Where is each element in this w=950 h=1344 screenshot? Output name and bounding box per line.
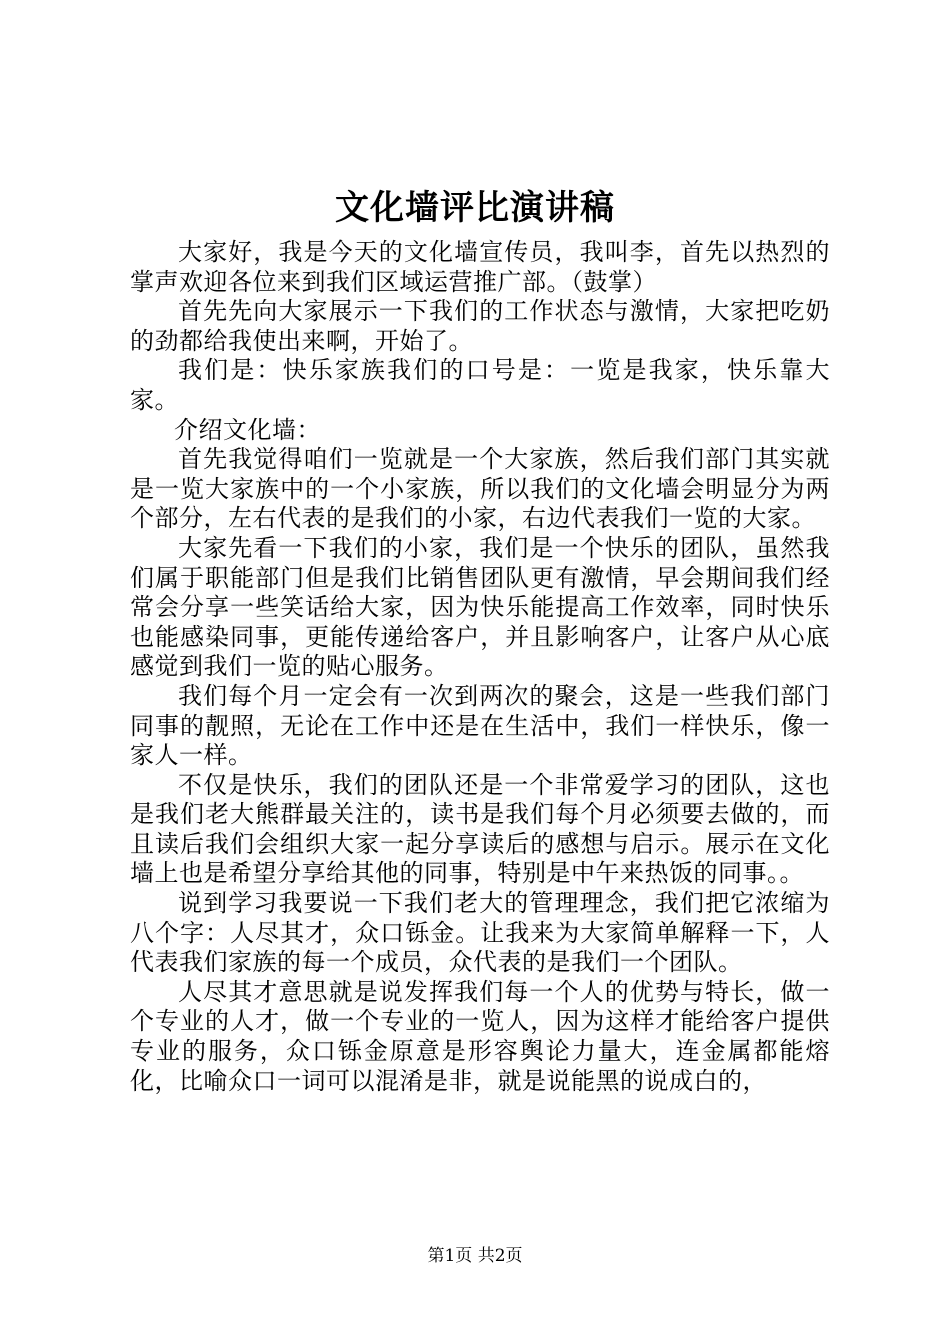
paragraph-greeting: 大家好，我是今天的文化墙宣传员，我叫李，首先以热烈的掌声欢迎各位来到我们区域运营推广部。（鼓掌） — [130, 238, 830, 296]
paragraph-warmup: 首先先向大家展示一下我们的工作状态与激情，大家把吃奶的劲都给我使出来啊，开始了。 — [130, 297, 830, 355]
paragraph-intro-heading: 介绍文化墙： — [174, 415, 321, 444]
paragraph-explanation: 人尽其才意思就是说发挥我们每一个人的优势与特长，做一个专业的人才，做一个专业的一览人，因为这样才能给客户提供专业的服务，众口铄金原意是形容舆论力量大，连金属都能熔化，比喻众口一词可以混淆是非，就是说能黑的说成白的， — [130, 977, 830, 1095]
paragraph-learning: 不仅是快乐，我们的团队还是一个非常爱学习的团队，这也是我们老大熊群最关注的，读书是我们每个月必须要去做的，而且读后我们会组织大家一起分享读后的感想与启示。展示在文化墙上也是希望分享给其他的同事，特别是中午来热饭的同事。。 — [130, 770, 830, 888]
document-body — [130, 238, 830, 1096]
document-title: 文化墙评比演讲稿 — [335, 188, 615, 228]
paragraph-small-family: 大家先看一下我们的小家，我们是一个快乐的团队，虽然我们属于职能部门但是我们比销售团队更有激情，早会期间我们经常会分享一些笑话给大家，因为快乐能提高工作效率，同时快乐也能感染同事，更能传递给客户，并且影响客户，让客户从心底感觉到我们一览的贴心服务。 — [130, 533, 830, 681]
paragraph-wall-structure: 首先我觉得咱们一览就是一个大家族，然后我们部门其实就是一览大家族中的一个小家族，所以我们的文化墙会明显分为两个部分，左右代表的是我们的小家，右边代表我们一览的大家。 — [130, 445, 830, 533]
paragraph-management: 说到学习我要说一下我们老大的管理理念，我们把它浓缩为八个字：人尽其才，众口铄金。让我来为大家简单解释一下，人代表我们家族的每一个成员，众代表的是我们一个团队。 — [130, 889, 830, 977]
page-number-footer: 第1页 共2页 — [427, 1246, 523, 1266]
paragraph-slogan: 我们是：快乐家族我们的口号是：一览是我家，快乐靠大家。 — [130, 356, 830, 414]
paragraph-gatherings: 我们每个月一定会有一次到两次的聚会，这是一些我们部门同事的靓照，无论在工作中还是在生活中，我们一样快乐，像一家人一样。 — [130, 681, 830, 770]
